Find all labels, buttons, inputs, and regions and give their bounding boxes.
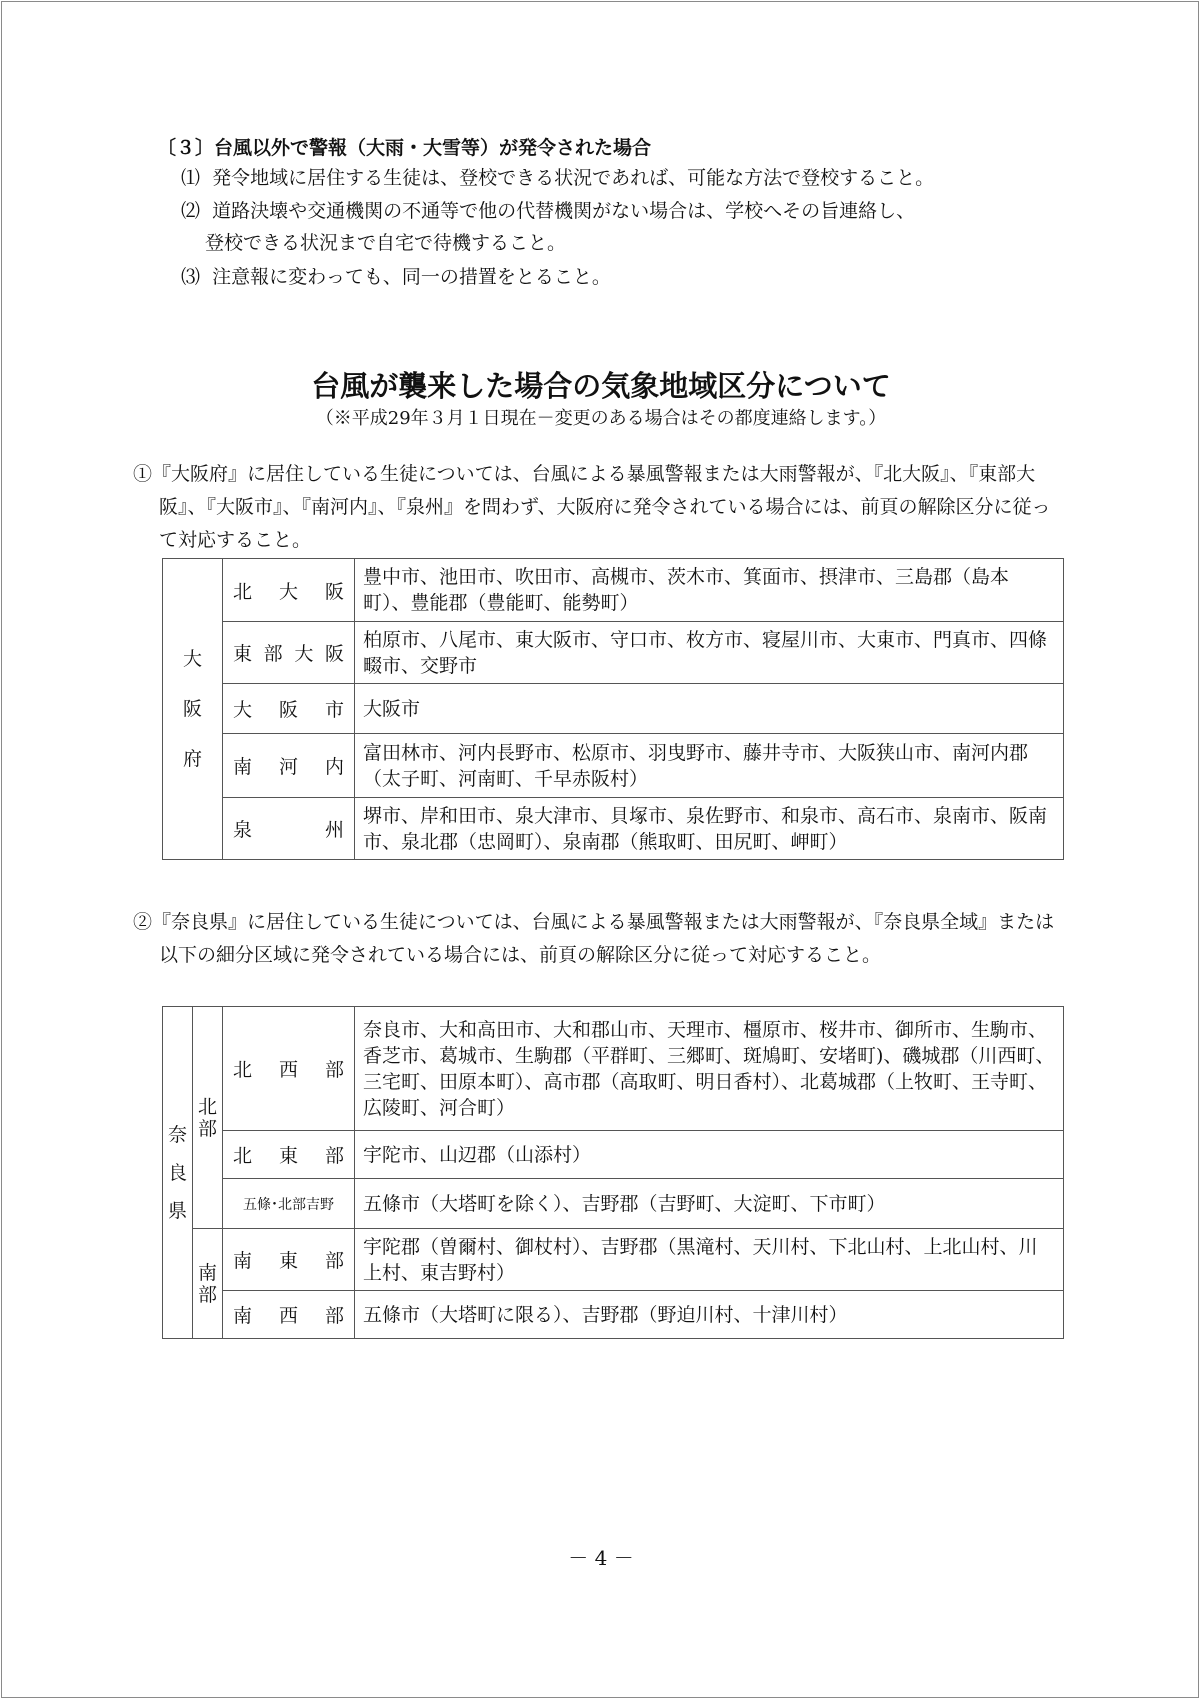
item-3 xyxy=(181,263,611,291)
table-row xyxy=(163,1179,1064,1229)
area-name: 南西部 xyxy=(223,1291,355,1339)
table-row xyxy=(163,1229,1064,1291)
area-cities: 五條市（大塔町を除く）、吉野郡（吉野町、大淀町、下市町） xyxy=(355,1179,1064,1229)
area-name: 五條･北部吉野 xyxy=(223,1179,355,1229)
table-row xyxy=(163,684,1064,734)
area-cities: 富田林市、河内長野市、松原市、羽曳野市、藤井寺市、大阪狭山市、南河内郡（太子町、河南町、千早赤阪村） xyxy=(355,734,1064,798)
item-number: ⑶ xyxy=(181,266,201,288)
page-title: 台風が襲来した場合の気象地域区分について xyxy=(311,369,891,403)
area-name: 北大阪 xyxy=(223,559,355,622)
item-2 xyxy=(181,197,915,225)
area-cities: 柏原市、八尾市、東大阪市、守口市、枚方市、寝屋川市、大東市、門真市、四條畷市、交野市 xyxy=(355,622,1064,684)
table-row xyxy=(163,734,1064,798)
area-name: 大阪市 xyxy=(223,684,355,734)
item-text: 道路決壊や交通機関の不通等で他の代替機関がない場合は、学校へその旨連絡し、 xyxy=(212,200,916,222)
item-1 xyxy=(181,164,934,192)
prefecture-cell: 奈 良 県 xyxy=(163,1007,193,1339)
table-row xyxy=(163,1291,1064,1339)
area-cities: 宇陀市、山辺郡（山添村） xyxy=(355,1131,1064,1179)
area-cities: 五條市（大塔町に限る）、吉野郡（野迫川村、十津川村） xyxy=(355,1291,1064,1339)
item-text: 注意報に変わっても、同一の措置をとること。 xyxy=(212,266,611,288)
prefecture-cell: 大 阪 府 xyxy=(163,559,223,860)
north-group-cell: 北 部 xyxy=(193,1007,223,1229)
page-number: － 4 － xyxy=(568,1546,634,1570)
table-row xyxy=(163,559,1064,622)
item-text: 登校できる状況まで自宅で待機すること。 xyxy=(205,232,567,254)
area-name: 北東部 xyxy=(223,1131,355,1179)
item-number: ⑵ xyxy=(181,200,201,222)
page-subtitle: （※平成29年３月１日現在－変更のある場合はその都度連絡します。） xyxy=(315,408,887,429)
section-heading: 〔３〕台風以外で警報（大雨・大雪等）が発令された場合 xyxy=(157,137,652,159)
area-name: 東部大阪 xyxy=(223,622,355,684)
area-cities: 豊中市、池田市、吹田市、高槻市、茨木市、箕面市、摂津市、三島郡（島本町）、豊能郡（豊能町、能勢町） xyxy=(355,559,1064,622)
area-cities: 大阪市 xyxy=(355,684,1064,734)
item-text: 発令地域に居住する生徒は、登校できる状況であれば、可能な方法で登校すること。 xyxy=(212,167,935,189)
south-group-cell: 南 部 xyxy=(193,1229,223,1339)
table-row xyxy=(163,798,1064,860)
area-cities: 堺市、岸和田市、泉大津市、貝塚市、泉佐野市、和泉市、高石市、泉南市、阪南市、泉北郡（忠岡町）、泉南郡（熊取町、田尻町、岬町） xyxy=(355,798,1064,860)
item-2-continued xyxy=(205,229,566,257)
table-row xyxy=(163,622,1064,684)
nara-region-table xyxy=(162,1006,1064,1339)
osaka-paragraph: ①『大阪府』に居住している生徒については、台風による暴風警報または大雨警報が、『北大阪』、『東部大阪』、『大阪市』、『南河内』、『泉州』を問わず、大阪府に発令されている場合には、前頁の解除区分に従って対応すること。 xyxy=(133,463,1051,551)
nara-paragraph: ②『奈良県』に居住している生徒については、台風による暴風警報または大雨警報が、『奈良県全域』または以下の細分区域に発令されている場合には、前頁の解除区分に従って対応すること。 xyxy=(133,911,1055,966)
area-name: 南河内 xyxy=(223,734,355,798)
item-number: ⑴ xyxy=(181,167,201,189)
area-name: 南東部 xyxy=(223,1229,355,1291)
table-row xyxy=(163,1131,1064,1179)
osaka-region-table xyxy=(162,558,1064,860)
area-name: 北西部 xyxy=(223,1007,355,1131)
area-name: 泉州 xyxy=(223,798,355,860)
area-cities: 宇陀郡（曽爾村、御杖村）、吉野郡（黒滝村、天川村、下北山村、上北山村、川上村、東吉野村） xyxy=(355,1229,1064,1291)
table-row xyxy=(163,1007,1064,1131)
area-cities: 奈良市、大和高田市、大和郡山市、天理市、橿原市、桜井市、御所市、生駒市、香芝市、葛城市、生駒郡（平群町、三郷町、斑鳩町、安堵町)、磯城郡（川西町、三宅町、田原本町）、高市郡（高取町、明日香村）、北葛城郡（上牧町、王寺町、広陵町、河合町） xyxy=(355,1007,1064,1131)
